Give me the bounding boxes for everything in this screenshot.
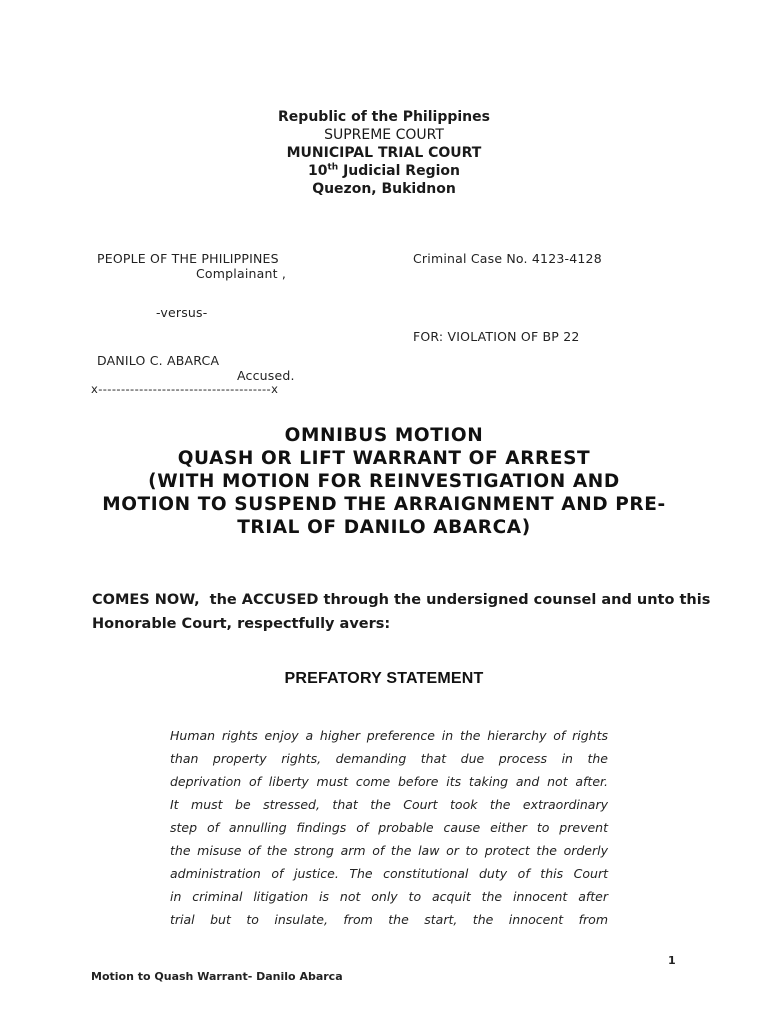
quote-line: It must be stressed, that the Court took the extraordinary (170, 797, 608, 812)
section-heading: PREFATORY STATEMENT (284, 670, 484, 687)
quote-line: administration of justice. The constitutional duty of this Court (170, 866, 608, 881)
quote-line: step of annulling findings of probable cause either to prevent (170, 820, 608, 835)
header-region (0, 162, 768, 180)
header-location: Quezon, Bukidnon (312, 181, 456, 197)
caption-plaintiff-role: Complainant , (196, 266, 287, 281)
caption-accused: DANILO C. ABARCA (97, 353, 220, 368)
header-republic: Republic of the Philippines (278, 109, 490, 125)
caption-plaintiff: PEOPLE OF THE PHILIPPINES (97, 251, 279, 266)
region-ordinal: th (327, 162, 339, 173)
intro-line-2: Honorable Court, respectfully avers: (92, 616, 391, 632)
caption-violation: FOR: VIOLATION OF BP 22 (413, 329, 580, 344)
region-label: Judicial Region (338, 163, 460, 179)
intro-paragraph (92, 588, 711, 636)
caption-accused-role: Accused. (237, 368, 295, 383)
quote-line: the misuse of the strong arm of the law or to protect the orderly (170, 843, 608, 858)
region-number: 10 (308, 163, 328, 179)
header-supreme-court: SUPREME COURT (324, 127, 444, 143)
intro-line-1: COMES NOW, the ACCUSED through the undersigned counsel and unto this (92, 592, 711, 608)
quote-line: than property rights, demanding that due process in the (170, 751, 608, 766)
motion-title (0, 424, 768, 539)
quote-line: trial but to insulate, from the start, the innocent from (170, 912, 608, 927)
title-line-2: QUASH OR LIFT WARRANT OF ARREST (177, 448, 591, 469)
quote-line: in criminal litigation is not only to acquit the innocent after (170, 889, 608, 904)
prefatory-quote (170, 724, 608, 931)
caption-case-number: Criminal Case No. 4123-4128 (413, 251, 602, 266)
caption-separator: x--------------------------------------x (91, 382, 279, 396)
header-trial-court: MUNICIPAL TRIAL COURT (286, 145, 482, 161)
footer-text: Motion to Quash Warrant- Danilo Abarca (91, 970, 343, 983)
title-line-5: TRIAL OF DANILO ABARCA) (237, 517, 531, 538)
page-number: 1 (668, 954, 676, 967)
court-header (0, 108, 768, 198)
title-line-1: OMNIBUS MOTION (284, 425, 484, 446)
quote-line: Human rights enjoy a higher preference in the hierarchy of rights (170, 728, 608, 743)
title-line-3: (WITH MOTION FOR REINVESTIGATION AND (148, 471, 620, 492)
caption-versus: -versus- (156, 305, 208, 320)
title-line-4: MOTION TO SUSPEND THE ARRAIGNMENT AND PRE- (102, 494, 666, 515)
quote-line: deprivation of liberty must come before its taking and not after. (170, 774, 608, 789)
